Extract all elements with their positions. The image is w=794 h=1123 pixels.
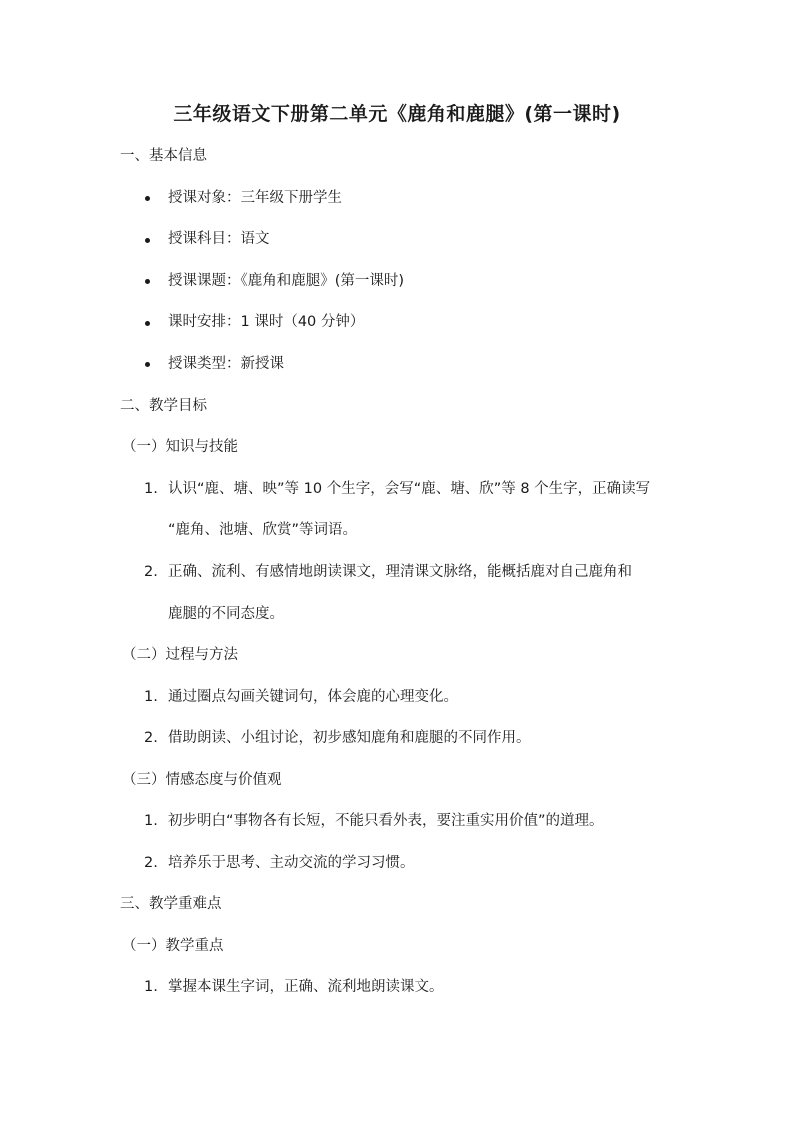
- list-item-number: 2.: [144, 855, 158, 871]
- list-item-number: 2.: [144, 564, 158, 580]
- bullet-icon: [145, 238, 150, 243]
- list-item-text: 借助朗读、小组讨论，初步感知鹿角和鹿腿的不同作用。: [168, 730, 531, 746]
- list-item-text-continued: 鹿腿的不同态度。: [168, 606, 284, 622]
- bullet-icon: [145, 196, 150, 201]
- bullet-item-schedule: 课时安排：1 课时（40 分钟）: [168, 314, 365, 330]
- bullet-icon: [145, 362, 150, 367]
- list-item-text-continued: “鹿角、池塘、欣赏”等词语。: [168, 522, 358, 538]
- list-item-number: 2.: [144, 730, 158, 746]
- list-item-text: 正确、流利、有感情地朗读课文，理清课文脉络，能概括鹿对自己鹿角和: [168, 564, 632, 580]
- subsection-heading-process: （二）过程与方法: [122, 647, 238, 663]
- section-heading-key-points: 三、教学重难点: [120, 896, 222, 912]
- list-item-number: 1.: [144, 813, 158, 829]
- list-item-text: 认识“鹿、塘、映”等 10 个生字，会写“鹿、塘、欣”等 8 个生字，正确读写: [168, 481, 651, 497]
- document-title: 三年级语文下册第二单元《鹿角和鹿腿》(第一课时): [173, 103, 621, 125]
- subsection-heading-knowledge: （一）知识与技能: [122, 439, 238, 455]
- bullet-item-subject: 授课科目：语文: [168, 231, 270, 247]
- list-item-text: 培养乐于思考、主动交流的学习习惯。: [168, 855, 415, 871]
- list-item-text: 通过圈点勾画关键词句，体会鹿的心理变化。: [168, 689, 458, 705]
- list-item-text: 初步明白“事物各有长短，不能只看外表，要注重实用价值”的道理。: [168, 813, 604, 829]
- bullet-item-audience: 授课对象：三年级下册学生: [168, 190, 342, 206]
- list-item-text: 掌握本课生字词，正确、流利地朗读课文。: [168, 979, 444, 995]
- list-item-number: 1.: [144, 689, 158, 705]
- bullet-icon: [145, 279, 150, 284]
- subsection-heading-focus: （一）教学重点: [122, 938, 224, 954]
- bullet-item-type: 授课类型：新授课: [168, 356, 284, 372]
- section-heading-objectives: 二、教学目标: [120, 398, 207, 414]
- list-item-number: 1.: [144, 979, 158, 995]
- list-item-number: 1.: [144, 481, 158, 497]
- bullet-item-topic: 授课课题：《鹿角和鹿腿》(第一课时): [168, 273, 405, 289]
- section-heading-basic-info: 一、基本信息: [120, 148, 207, 164]
- subsection-heading-emotion: （三）情感态度与价值观: [122, 772, 282, 788]
- bullet-icon: [145, 321, 150, 326]
